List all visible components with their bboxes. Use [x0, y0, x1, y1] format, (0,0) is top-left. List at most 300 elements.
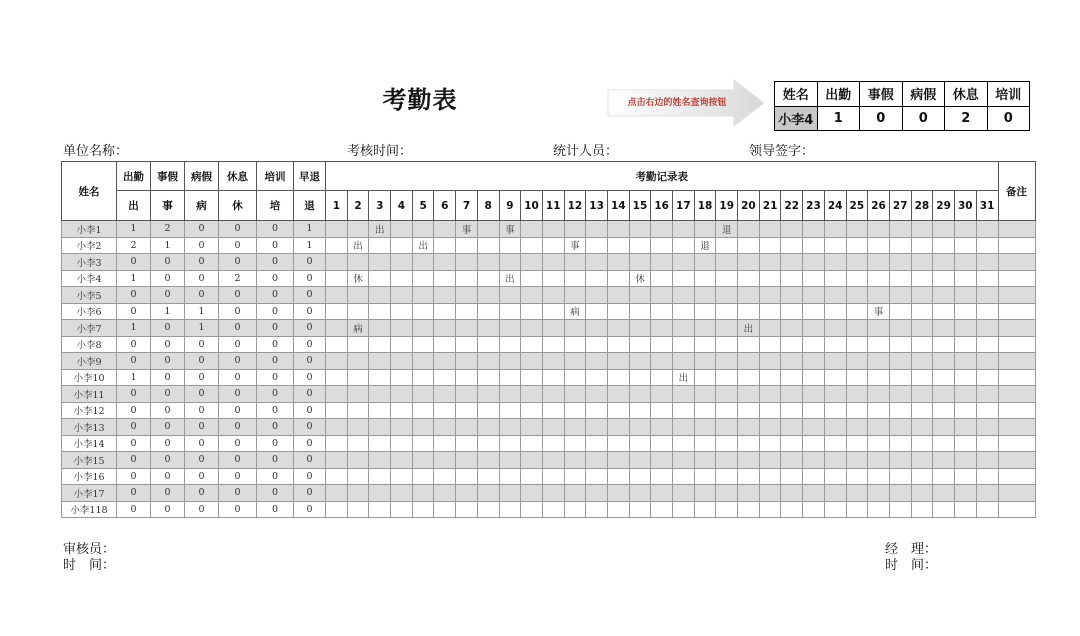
- day-mark-cell[interactable]: [391, 320, 413, 337]
- day-mark-cell[interactable]: [954, 221, 976, 238]
- day-mark-cell[interactable]: [868, 435, 890, 452]
- day-mark-cell[interactable]: [781, 237, 803, 254]
- day-mark-cell[interactable]: [933, 501, 955, 518]
- day-mark-cell[interactable]: [738, 303, 760, 320]
- day-mark-cell[interactable]: [694, 353, 716, 370]
- day-mark-cell[interactable]: [824, 485, 846, 502]
- day-mark-cell[interactable]: [954, 402, 976, 419]
- day-mark-cell[interactable]: [846, 303, 868, 320]
- day-mark-cell[interactable]: [326, 254, 348, 271]
- day-mark-cell[interactable]: [716, 369, 738, 386]
- day-mark-cell[interactable]: [889, 501, 911, 518]
- day-mark-cell[interactable]: [673, 468, 695, 485]
- day-mark-cell[interactable]: [846, 501, 868, 518]
- day-mark-cell[interactable]: [694, 435, 716, 452]
- day-mark-cell[interactable]: [868, 287, 890, 304]
- day-mark-cell[interactable]: [586, 287, 608, 304]
- day-mark-cell[interactable]: [347, 336, 369, 353]
- day-mark-cell[interactable]: [759, 369, 781, 386]
- day-mark-cell[interactable]: [499, 303, 521, 320]
- day-mark-cell[interactable]: [803, 303, 825, 320]
- day-mark-cell[interactable]: [586, 303, 608, 320]
- day-mark-cell[interactable]: [521, 435, 543, 452]
- remark-cell[interactable]: [998, 485, 1035, 502]
- day-mark-cell[interactable]: [716, 386, 738, 403]
- day-mark-cell[interactable]: [542, 485, 564, 502]
- day-mark-cell[interactable]: [694, 386, 716, 403]
- day-mark-cell[interactable]: [499, 320, 521, 337]
- day-mark-cell[interactable]: [564, 287, 586, 304]
- day-mark-cell[interactable]: 出: [738, 320, 760, 337]
- day-mark-cell[interactable]: [651, 287, 673, 304]
- day-mark-cell[interactable]: [564, 254, 586, 271]
- day-mark-cell[interactable]: [629, 320, 651, 337]
- day-mark-cell[interactable]: [803, 254, 825, 271]
- employee-name-cell[interactable]: 小李8: [62, 336, 117, 353]
- day-mark-cell[interactable]: [911, 386, 933, 403]
- day-mark-cell[interactable]: [369, 402, 391, 419]
- day-mark-cell[interactable]: [391, 386, 413, 403]
- employee-name-cell[interactable]: 小李14: [62, 435, 117, 452]
- day-mark-cell[interactable]: [586, 386, 608, 403]
- day-mark-cell[interactable]: [954, 485, 976, 502]
- day-mark-cell[interactable]: [954, 336, 976, 353]
- day-mark-cell[interactable]: [694, 320, 716, 337]
- day-mark-cell[interactable]: [607, 369, 629, 386]
- day-mark-cell[interactable]: [824, 287, 846, 304]
- day-mark-cell[interactable]: [564, 386, 586, 403]
- day-mark-cell[interactable]: [781, 270, 803, 287]
- day-mark-cell[interactable]: [846, 452, 868, 469]
- day-mark-cell[interactable]: [499, 435, 521, 452]
- remark-cell[interactable]: [998, 501, 1035, 518]
- day-mark-cell[interactable]: [586, 485, 608, 502]
- day-mark-cell[interactable]: [499, 336, 521, 353]
- day-mark-cell[interactable]: [738, 237, 760, 254]
- day-mark-cell[interactable]: [781, 419, 803, 436]
- day-mark-cell[interactable]: [954, 419, 976, 436]
- day-mark-cell[interactable]: [412, 419, 434, 436]
- day-mark-cell[interactable]: [369, 485, 391, 502]
- day-mark-cell[interactable]: [889, 386, 911, 403]
- day-mark-cell[interactable]: [673, 320, 695, 337]
- day-mark-cell[interactable]: [434, 320, 456, 337]
- day-mark-cell[interactable]: [824, 353, 846, 370]
- day-mark-cell[interactable]: [954, 287, 976, 304]
- day-mark-cell[interactable]: [803, 485, 825, 502]
- day-mark-cell[interactable]: [391, 419, 413, 436]
- day-mark-cell[interactable]: [434, 287, 456, 304]
- day-mark-cell[interactable]: [694, 485, 716, 502]
- day-mark-cell[interactable]: [976, 320, 998, 337]
- day-mark-cell[interactable]: [542, 369, 564, 386]
- day-mark-cell[interactable]: [326, 468, 348, 485]
- day-mark-cell[interactable]: [694, 501, 716, 518]
- day-mark-cell[interactable]: [954, 303, 976, 320]
- day-mark-cell[interactable]: [651, 353, 673, 370]
- day-mark-cell[interactable]: [521, 468, 543, 485]
- day-mark-cell[interactable]: [759, 402, 781, 419]
- day-mark-cell[interactable]: [781, 468, 803, 485]
- day-mark-cell[interactable]: [824, 336, 846, 353]
- day-mark-cell[interactable]: [434, 501, 456, 518]
- day-mark-cell[interactable]: [607, 287, 629, 304]
- day-mark-cell[interactable]: [738, 386, 760, 403]
- day-mark-cell[interactable]: 病: [564, 303, 586, 320]
- day-mark-cell[interactable]: [477, 353, 499, 370]
- day-mark-cell[interactable]: [803, 336, 825, 353]
- remark-cell[interactable]: [998, 435, 1035, 452]
- day-mark-cell[interactable]: [781, 287, 803, 304]
- day-mark-cell[interactable]: [911, 402, 933, 419]
- day-mark-cell[interactable]: [824, 270, 846, 287]
- day-mark-cell[interactable]: [521, 452, 543, 469]
- day-mark-cell[interactable]: [954, 468, 976, 485]
- day-mark-cell[interactable]: [477, 402, 499, 419]
- day-mark-cell[interactable]: [976, 287, 998, 304]
- day-mark-cell[interactable]: [954, 501, 976, 518]
- day-mark-cell[interactable]: [499, 386, 521, 403]
- day-mark-cell[interactable]: [412, 369, 434, 386]
- day-mark-cell[interactable]: [846, 468, 868, 485]
- day-mark-cell[interactable]: [607, 270, 629, 287]
- day-mark-cell[interactable]: [369, 254, 391, 271]
- day-mark-cell[interactable]: [738, 419, 760, 436]
- day-mark-cell[interactable]: [542, 402, 564, 419]
- day-mark-cell[interactable]: [889, 237, 911, 254]
- day-mark-cell[interactable]: [607, 435, 629, 452]
- day-mark-cell[interactable]: [369, 353, 391, 370]
- day-mark-cell[interactable]: [434, 353, 456, 370]
- day-mark-cell[interactable]: [456, 369, 478, 386]
- day-mark-cell[interactable]: [976, 303, 998, 320]
- day-mark-cell[interactable]: [651, 419, 673, 436]
- employee-name-cell[interactable]: 小李2: [62, 237, 117, 254]
- day-mark-cell[interactable]: [933, 270, 955, 287]
- day-mark-cell[interactable]: [868, 419, 890, 436]
- day-mark-cell[interactable]: [629, 501, 651, 518]
- day-mark-cell[interactable]: [542, 336, 564, 353]
- day-mark-cell[interactable]: [868, 468, 890, 485]
- employee-name-cell[interactable]: 小李12: [62, 402, 117, 419]
- day-mark-cell[interactable]: [976, 435, 998, 452]
- day-mark-cell[interactable]: [716, 485, 738, 502]
- day-mark-cell[interactable]: [651, 369, 673, 386]
- day-mark-cell[interactable]: [824, 501, 846, 518]
- day-mark-cell[interactable]: [738, 402, 760, 419]
- day-mark-cell[interactable]: [412, 320, 434, 337]
- day-mark-cell[interactable]: [586, 402, 608, 419]
- day-mark-cell[interactable]: [499, 353, 521, 370]
- day-mark-cell[interactable]: [954, 254, 976, 271]
- day-mark-cell[interactable]: [412, 386, 434, 403]
- day-mark-cell[interactable]: [976, 452, 998, 469]
- day-mark-cell[interactable]: [889, 402, 911, 419]
- day-mark-cell[interactable]: [911, 468, 933, 485]
- day-mark-cell[interactable]: [694, 303, 716, 320]
- day-mark-cell[interactable]: [499, 402, 521, 419]
- day-mark-cell[interactable]: [412, 287, 434, 304]
- day-mark-cell[interactable]: [391, 485, 413, 502]
- day-mark-cell[interactable]: [412, 353, 434, 370]
- day-mark-cell[interactable]: [694, 369, 716, 386]
- day-mark-cell[interactable]: [803, 237, 825, 254]
- day-mark-cell[interactable]: 退: [694, 237, 716, 254]
- day-mark-cell[interactable]: [607, 452, 629, 469]
- day-mark-cell[interactable]: [542, 270, 564, 287]
- day-mark-cell[interactable]: [521, 419, 543, 436]
- day-mark-cell[interactable]: [651, 435, 673, 452]
- day-mark-cell[interactable]: [521, 287, 543, 304]
- day-mark-cell[interactable]: [347, 435, 369, 452]
- day-mark-cell[interactable]: [803, 501, 825, 518]
- day-mark-cell[interactable]: [759, 287, 781, 304]
- day-mark-cell[interactable]: [868, 320, 890, 337]
- day-mark-cell[interactable]: [412, 485, 434, 502]
- day-mark-cell[interactable]: [412, 221, 434, 238]
- day-mark-cell[interactable]: [824, 452, 846, 469]
- day-mark-cell[interactable]: [976, 221, 998, 238]
- day-mark-cell[interactable]: [889, 254, 911, 271]
- day-mark-cell[interactable]: [868, 254, 890, 271]
- day-mark-cell[interactable]: [976, 270, 998, 287]
- day-mark-cell[interactable]: [803, 369, 825, 386]
- day-mark-cell[interactable]: [824, 221, 846, 238]
- day-mark-cell[interactable]: [651, 320, 673, 337]
- day-mark-cell[interactable]: [933, 221, 955, 238]
- day-mark-cell[interactable]: [412, 501, 434, 518]
- day-mark-cell[interactable]: [954, 452, 976, 469]
- remark-cell[interactable]: [998, 254, 1035, 271]
- day-mark-cell[interactable]: [673, 221, 695, 238]
- day-mark-cell[interactable]: [542, 353, 564, 370]
- day-mark-cell[interactable]: [564, 485, 586, 502]
- day-mark-cell[interactable]: [521, 221, 543, 238]
- day-mark-cell[interactable]: [846, 386, 868, 403]
- day-mark-cell[interactable]: [347, 501, 369, 518]
- day-mark-cell[interactable]: [542, 501, 564, 518]
- day-mark-cell[interactable]: [434, 452, 456, 469]
- day-mark-cell[interactable]: [889, 485, 911, 502]
- day-mark-cell[interactable]: [803, 353, 825, 370]
- day-mark-cell[interactable]: [781, 386, 803, 403]
- day-mark-cell[interactable]: [716, 435, 738, 452]
- day-mark-cell[interactable]: 事: [499, 221, 521, 238]
- day-mark-cell[interactable]: [933, 485, 955, 502]
- day-mark-cell[interactable]: [477, 485, 499, 502]
- day-mark-cell[interactable]: [976, 369, 998, 386]
- day-mark-cell[interactable]: 事: [868, 303, 890, 320]
- day-mark-cell[interactable]: [477, 287, 499, 304]
- day-mark-cell[interactable]: [369, 452, 391, 469]
- day-mark-cell[interactable]: [347, 386, 369, 403]
- day-mark-cell[interactable]: [586, 452, 608, 469]
- day-mark-cell[interactable]: [911, 419, 933, 436]
- day-mark-cell[interactable]: 病: [347, 320, 369, 337]
- day-mark-cell[interactable]: [369, 336, 391, 353]
- remark-cell[interactable]: [998, 237, 1035, 254]
- day-mark-cell[interactable]: [434, 386, 456, 403]
- day-mark-cell[interactable]: [347, 452, 369, 469]
- day-mark-cell[interactable]: [477, 270, 499, 287]
- day-mark-cell[interactable]: [477, 336, 499, 353]
- day-mark-cell[interactable]: [564, 435, 586, 452]
- day-mark-cell[interactable]: [542, 419, 564, 436]
- day-mark-cell[interactable]: [673, 452, 695, 469]
- day-mark-cell[interactable]: [716, 336, 738, 353]
- day-mark-cell[interactable]: [521, 320, 543, 337]
- day-mark-cell[interactable]: [846, 320, 868, 337]
- day-mark-cell[interactable]: [651, 303, 673, 320]
- day-mark-cell[interactable]: [759, 452, 781, 469]
- day-mark-cell[interactable]: 出: [347, 237, 369, 254]
- day-mark-cell[interactable]: [586, 501, 608, 518]
- day-mark-cell[interactable]: [456, 468, 478, 485]
- day-mark-cell[interactable]: [954, 270, 976, 287]
- day-mark-cell[interactable]: [326, 270, 348, 287]
- day-mark-cell[interactable]: [759, 501, 781, 518]
- day-mark-cell[interactable]: [868, 270, 890, 287]
- day-mark-cell[interactable]: [326, 402, 348, 419]
- day-mark-cell[interactable]: [499, 369, 521, 386]
- day-mark-cell[interactable]: [564, 270, 586, 287]
- employee-name-cell[interactable]: 小李11: [62, 386, 117, 403]
- day-mark-cell[interactable]: [933, 419, 955, 436]
- day-mark-cell[interactable]: [369, 287, 391, 304]
- employee-name-cell[interactable]: 小李9: [62, 353, 117, 370]
- day-mark-cell[interactable]: [651, 452, 673, 469]
- day-mark-cell[interactable]: [607, 485, 629, 502]
- day-mark-cell[interactable]: [824, 468, 846, 485]
- day-mark-cell[interactable]: [716, 501, 738, 518]
- day-mark-cell[interactable]: [369, 501, 391, 518]
- day-mark-cell[interactable]: [759, 254, 781, 271]
- day-mark-cell[interactable]: [846, 287, 868, 304]
- day-mark-cell[interactable]: [347, 402, 369, 419]
- day-mark-cell[interactable]: [781, 369, 803, 386]
- day-mark-cell[interactable]: [759, 221, 781, 238]
- day-mark-cell[interactable]: [347, 353, 369, 370]
- day-mark-cell[interactable]: [673, 336, 695, 353]
- day-mark-cell[interactable]: [369, 468, 391, 485]
- day-mark-cell[interactable]: [716, 287, 738, 304]
- day-mark-cell[interactable]: [846, 485, 868, 502]
- day-mark-cell[interactable]: [391, 468, 413, 485]
- day-mark-cell[interactable]: [759, 303, 781, 320]
- day-mark-cell[interactable]: 退: [716, 221, 738, 238]
- day-mark-cell[interactable]: [889, 303, 911, 320]
- day-mark-cell[interactable]: [542, 221, 564, 238]
- day-mark-cell[interactable]: [434, 419, 456, 436]
- day-mark-cell[interactable]: [933, 254, 955, 271]
- day-mark-cell[interactable]: [564, 419, 586, 436]
- day-mark-cell[interactable]: [564, 221, 586, 238]
- day-mark-cell[interactable]: [499, 237, 521, 254]
- day-mark-cell[interactable]: [824, 254, 846, 271]
- day-mark-cell[interactable]: [542, 254, 564, 271]
- day-mark-cell[interactable]: [477, 419, 499, 436]
- day-mark-cell[interactable]: [803, 270, 825, 287]
- day-mark-cell[interactable]: [716, 419, 738, 436]
- day-mark-cell[interactable]: [954, 353, 976, 370]
- day-mark-cell[interactable]: [694, 221, 716, 238]
- employee-name-cell[interactable]: 小李1: [62, 221, 117, 238]
- day-mark-cell[interactable]: [911, 353, 933, 370]
- day-mark-cell[interactable]: [391, 435, 413, 452]
- day-mark-cell[interactable]: [651, 501, 673, 518]
- day-mark-cell[interactable]: [889, 369, 911, 386]
- day-mark-cell[interactable]: [607, 353, 629, 370]
- day-mark-cell[interactable]: [824, 386, 846, 403]
- remark-cell[interactable]: [998, 353, 1035, 370]
- remark-cell[interactable]: [998, 320, 1035, 337]
- day-mark-cell[interactable]: [391, 353, 413, 370]
- day-mark-cell[interactable]: [933, 336, 955, 353]
- day-mark-cell[interactable]: [499, 419, 521, 436]
- day-mark-cell[interactable]: [391, 452, 413, 469]
- day-mark-cell[interactable]: [477, 501, 499, 518]
- day-mark-cell[interactable]: [391, 501, 413, 518]
- employee-name-cell[interactable]: 小李15: [62, 452, 117, 469]
- day-mark-cell[interactable]: [716, 452, 738, 469]
- day-mark-cell[interactable]: [933, 303, 955, 320]
- day-mark-cell[interactable]: [629, 468, 651, 485]
- employee-name-cell[interactable]: 小李118: [62, 501, 117, 518]
- day-mark-cell[interactable]: [326, 419, 348, 436]
- day-mark-cell[interactable]: [673, 353, 695, 370]
- day-mark-cell[interactable]: [326, 435, 348, 452]
- remark-cell[interactable]: [998, 336, 1035, 353]
- day-mark-cell[interactable]: [499, 468, 521, 485]
- day-mark-cell[interactable]: [673, 419, 695, 436]
- day-mark-cell[interactable]: [586, 353, 608, 370]
- day-mark-cell[interactable]: [326, 369, 348, 386]
- day-mark-cell[interactable]: [824, 303, 846, 320]
- day-mark-cell[interactable]: [347, 485, 369, 502]
- day-mark-cell[interactable]: [434, 485, 456, 502]
- day-mark-cell[interactable]: [803, 402, 825, 419]
- day-mark-cell[interactable]: [607, 468, 629, 485]
- day-mark-cell[interactable]: [759, 435, 781, 452]
- day-mark-cell[interactable]: [846, 254, 868, 271]
- day-mark-cell[interactable]: [803, 468, 825, 485]
- day-mark-cell[interactable]: [911, 320, 933, 337]
- day-mark-cell[interactable]: [673, 485, 695, 502]
- day-mark-cell[interactable]: [434, 369, 456, 386]
- day-mark-cell[interactable]: [564, 353, 586, 370]
- day-mark-cell[interactable]: 出: [499, 270, 521, 287]
- day-mark-cell[interactable]: [412, 468, 434, 485]
- day-mark-cell[interactable]: [347, 369, 369, 386]
- day-mark-cell[interactable]: [846, 270, 868, 287]
- day-mark-cell[interactable]: [976, 386, 998, 403]
- day-mark-cell[interactable]: [911, 452, 933, 469]
- day-mark-cell[interactable]: [564, 369, 586, 386]
- day-mark-cell[interactable]: [976, 419, 998, 436]
- day-mark-cell[interactable]: [326, 303, 348, 320]
- day-mark-cell[interactable]: [542, 303, 564, 320]
- day-mark-cell[interactable]: 出: [369, 221, 391, 238]
- day-mark-cell[interactable]: [629, 435, 651, 452]
- day-mark-cell[interactable]: [846, 353, 868, 370]
- day-mark-cell[interactable]: [933, 402, 955, 419]
- day-mark-cell[interactable]: [803, 435, 825, 452]
- day-mark-cell[interactable]: [369, 237, 391, 254]
- day-mark-cell[interactable]: [759, 237, 781, 254]
- day-mark-cell[interactable]: [911, 237, 933, 254]
- day-mark-cell[interactable]: [868, 237, 890, 254]
- day-mark-cell[interactable]: [542, 287, 564, 304]
